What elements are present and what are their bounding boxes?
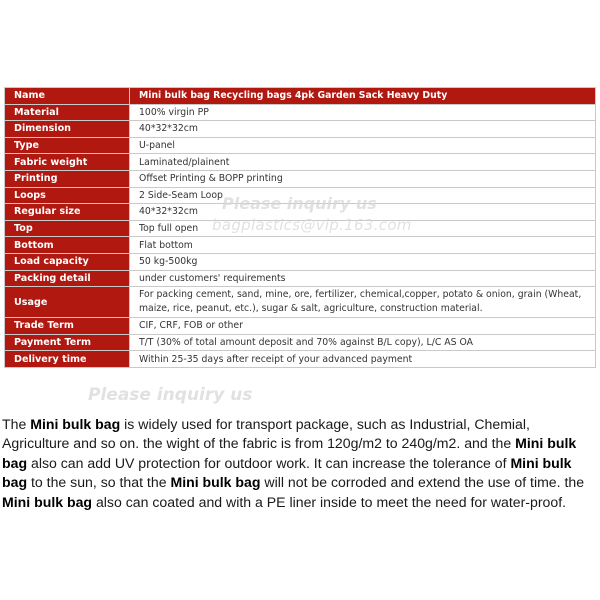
watermark-text: Please inquiry us [88,385,253,405]
product-name-highlight: Mini bulk bag [2,454,572,491]
spec-key: Type [5,137,130,154]
spec-key: Fabric weight [5,154,130,171]
product-description [2,415,598,512]
watermark-text: Please inquiry us [222,194,377,213]
description-text: will not be corroded and extend the use of time. the [260,474,585,491]
spec-table [4,87,596,368]
spec-key: Payment Term [5,334,130,351]
spec-value: U-panel [130,137,596,154]
spec-value: Offset Printing & BOPP printing [130,170,596,187]
spec-value: 2 Side-Seam Loop [130,187,596,204]
spec-value: Laminated/plainent [130,154,596,171]
spec-key: Printing [5,170,130,187]
description-text: also can add UV protection for outdoor work. It can increase the tolerance of [27,454,511,471]
spec-key: Packing detail [5,270,130,287]
spec-row-material [5,104,596,121]
spec-row-trade-term [5,318,596,335]
spec-value: under customers' requirements [130,270,596,287]
description-text: is widely used for transport package, such as Industrial, Chemial, Agriculture and so on. the wight of the fabric is from 120g/m2 to 240g/m2. and the [2,416,530,452]
spec-key: Load capacity [5,253,130,270]
product-name-highlight: Mini bulk bag [170,474,261,491]
spec-value: 40*32*32cm [130,121,596,138]
product-name-highlight: Mini bulk bag [2,435,577,471]
spec-row-usage [5,287,596,318]
spec-key: Top [5,220,130,237]
spec-value: Mini bulk bag Recycling bags 4pk Garden Sack Heavy Duty [130,88,596,105]
spec-row-load-capacity [5,253,596,270]
spec-value: 40*32*32cm [130,204,596,221]
spec-row-printing [5,170,596,187]
spec-key: Usage [5,287,130,318]
spec-value: Top full open [130,220,596,237]
spec-key: Regular size [5,204,130,221]
spec-value: 100% virgin PP [130,104,596,121]
spec-key: Trade Term [5,318,130,335]
spec-key: Delivery time [5,351,130,368]
watermark-email: bagplastics@vip.163.com [212,216,412,234]
spec-row-packing-detail [5,270,596,287]
product-name-highlight: Mini bulk bag [30,416,121,432]
spec-row-dimension [5,121,596,138]
description-text: also can coated and with a PE liner inside to meet the need for water-proof. [92,493,567,510]
product-name-highlight: Mini bulk bag [2,493,93,510]
spec-row-delivery-time [5,351,596,368]
spec-value: T/T (30% of total amount deposit and 70% against B/L copy), L/C AS OA [130,334,596,351]
spec-row-payment-term [5,334,596,351]
spec-key: Loops [5,187,130,204]
spec-value: CIF, CRF, FOB or other [130,318,596,335]
description-text: to the sun, so that the [27,474,171,491]
spec-value: 50 kg-500kg [130,253,596,270]
spec-row-type [5,137,596,154]
spec-value: For packing cement, sand, mine, ore, fertilizer, chemical,copper, potato & onion, grain (Wheat, maize, rice, peanut, etc.), sugar & salt, agriculture, construction material. [130,287,596,318]
spec-row-regular-size [5,204,596,221]
spec-key: Name [5,88,130,105]
spec-key: Bottom [5,237,130,254]
spec-row-fabric-weight [5,154,596,171]
spec-row-loops [5,187,596,204]
spec-value: Within 25-35 days after receipt of your advanced payment [130,351,596,368]
spec-row-top [5,220,596,237]
spec-key: Dimension [5,121,130,138]
spec-value: Flat bottom [130,237,596,254]
description-text: The [2,416,31,432]
spec-key: Material [5,104,130,121]
spec-row-bottom [5,237,596,254]
spec-row-name [5,88,596,105]
